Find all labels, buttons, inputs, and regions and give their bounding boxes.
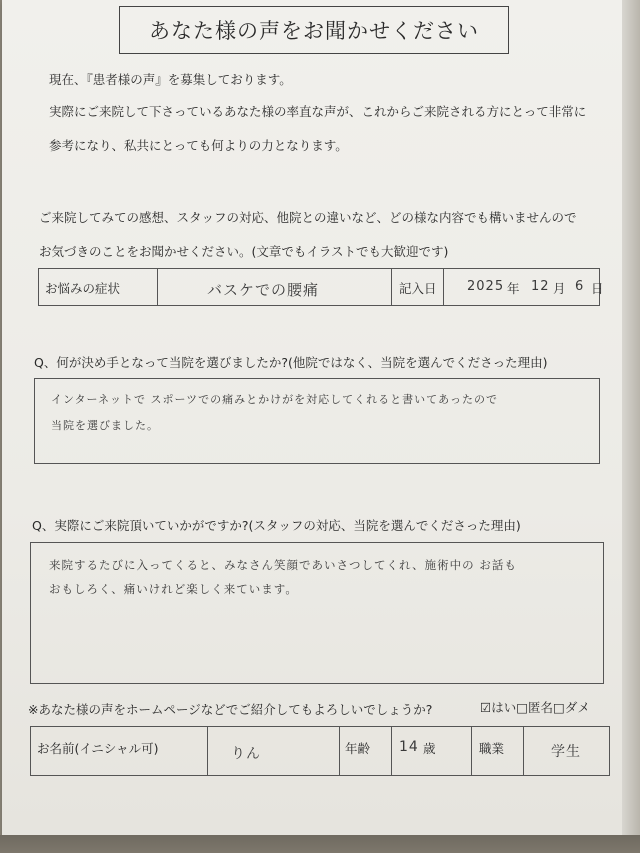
consent-question: ※あなた様の声をホームページなどでご紹介してもよろしいでしょうか? [28, 702, 433, 717]
survey-sheet [2, 0, 632, 835]
date-label: 記入日 [399, 281, 437, 296]
intro-line-1: 現在、『患者様の声』を募集しております。 [49, 72, 292, 87]
date-month-unit: 月 [553, 281, 566, 296]
date-month[interactable]: 12 [531, 279, 550, 294]
page-edge [622, 0, 640, 853]
q1-answer-line-1: インターネットで スポーツでの痛みとかけがを対応してくれると書いてあったので [51, 393, 498, 406]
q1-question: Q、何が決め手となって当院を選びましたか?(他院ではなく、当院を選んでくださった理由) [34, 355, 548, 370]
table-surface [0, 835, 640, 853]
symptom-value[interactable]: バスケでの腰痛 [207, 281, 320, 299]
q1-answer-line-2: 当院を選びました。 [51, 419, 159, 432]
q2-answer-box[interactable] [30, 542, 604, 684]
q2-answer-line-1: 来院するたびに入ってくると、みなさん笑顔であいさつしてくれ、施術中の お話も [49, 558, 517, 572]
date-day[interactable]: 6 [575, 279, 585, 294]
q1-answer-box[interactable] [34, 378, 600, 464]
page-title: あなた様の声をお聞かせください [119, 6, 509, 54]
symptom-row [38, 268, 604, 306]
person-row [30, 726, 610, 776]
age-label: 年齢 [345, 741, 371, 756]
intro-line-3: 参考になり、私共にとっても何よりの力となります。 [49, 138, 348, 153]
request-line-2: お気づきのことをお聞かせください。(文章でもイラストでも大歓迎です) [39, 244, 449, 259]
q2-answer-line-2: おもしろく、痛いけれど楽しく来ています。 [49, 582, 298, 596]
date-year[interactable]: 2025 [467, 279, 505, 294]
age-value[interactable]: 14 [399, 739, 419, 755]
job-value[interactable]: 学生 [551, 744, 581, 760]
q2-question: Q、実際にご来院頂いていかがですか?(スタッフの対応、当院を選んでくださった理由) [32, 518, 521, 533]
date-day-unit: 日 [591, 281, 604, 296]
name-label: お名前(イニシャル可) [37, 741, 159, 756]
consent-options[interactable]: ☑はい□匿名□ダメ [480, 700, 590, 715]
name-value[interactable]: りん [231, 746, 261, 762]
symptom-label: お悩みの症状 [45, 281, 121, 296]
intro-line-2: 実際にご来院して下さっているあなた様の率直な声が、これからご来院される方にとって非常に [49, 104, 587, 119]
request-line-1: ご来院してみての感想、スタッフの対応、他院との違いなど、どの様な内容でも構いませんので [39, 210, 577, 225]
date-year-unit: 年 [507, 281, 520, 296]
age-unit: 歳 [423, 741, 436, 756]
job-label: 職業 [479, 741, 505, 756]
